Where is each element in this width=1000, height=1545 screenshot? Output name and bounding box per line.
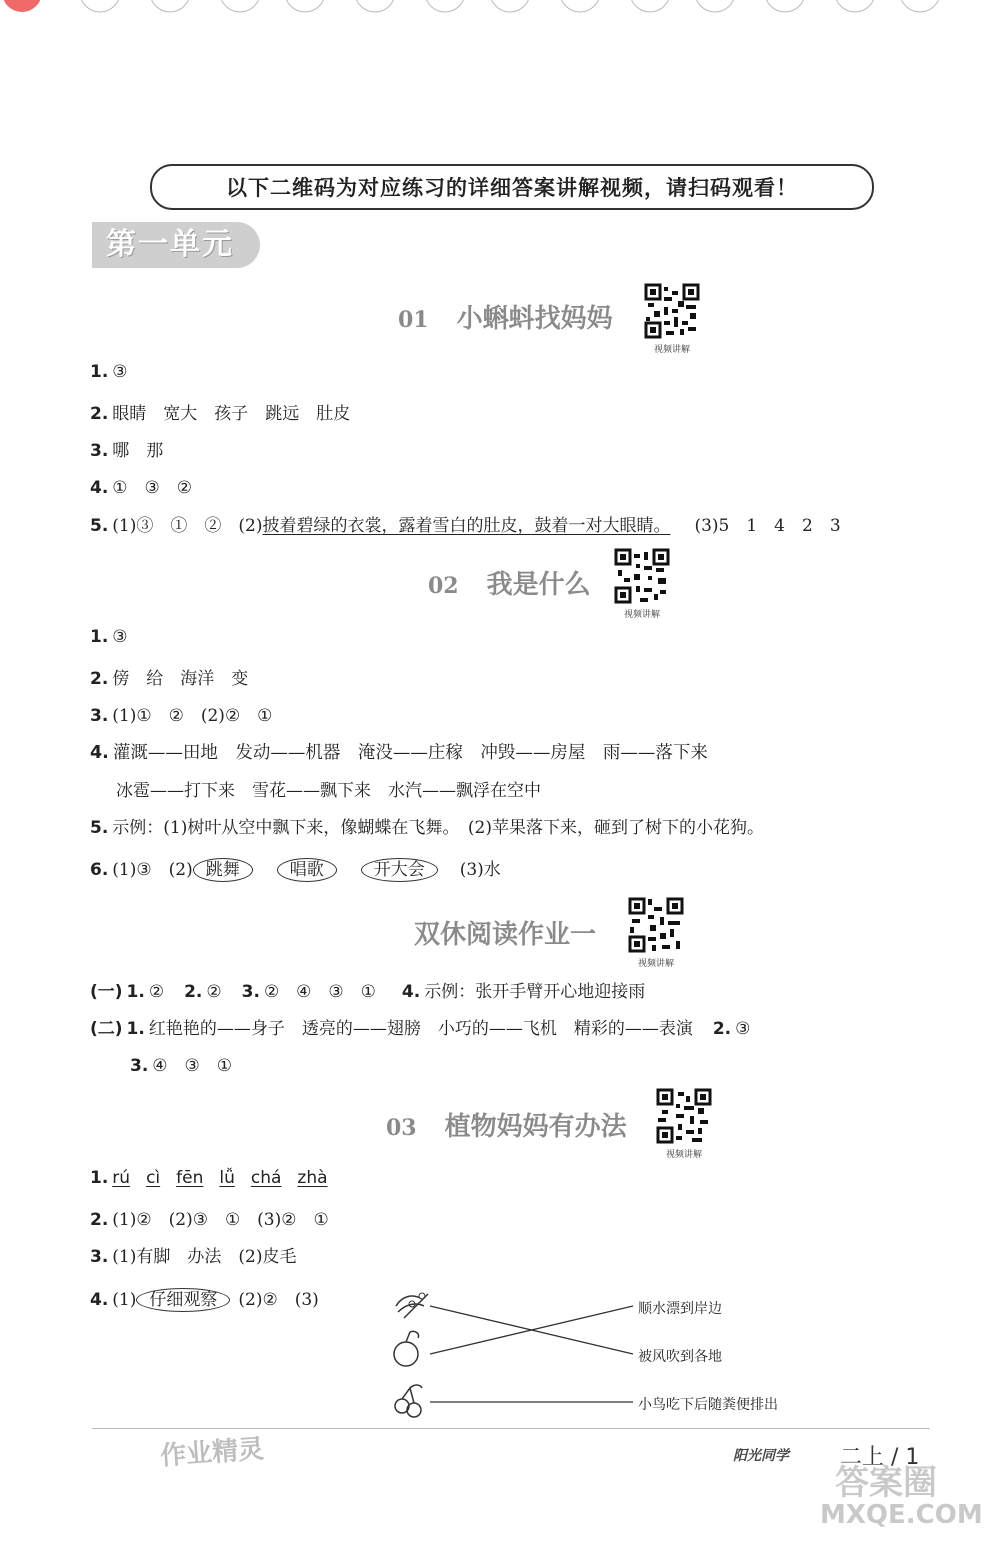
qr-code-icon[interactable]: [614, 548, 670, 604]
qr-code-icon[interactable]: [656, 1088, 712, 1144]
answer-line: 3. ④ ③ ①: [130, 1056, 233, 1076]
answer-line: 冰雹——打下来 雪花——飘下来 水汽——飘浮在空中: [116, 781, 541, 801]
answer-line: 3. (1)有脚 办法 (2)皮毛: [90, 1247, 297, 1267]
lesson-number: 02: [428, 573, 459, 599]
match-option: 顺水漂到岸边: [638, 1301, 722, 1317]
matching-diagram: [388, 1284, 638, 1424]
match-option: 小鸟吃下后随粪便排出: [638, 1397, 778, 1413]
qr-caption: 视频讲解: [665, 1150, 702, 1160]
watermark-url: MXQE.COM: [820, 1500, 983, 1530]
qr-code-icon[interactable]: [644, 283, 700, 339]
watermark-text: 作业精灵: [159, 1434, 266, 1472]
answer-line: 1. ③: [90, 627, 128, 647]
berries-icon: [395, 1385, 422, 1417]
section-heading: 双休阅读作业一: [414, 920, 597, 950]
qr-caption: 视频讲解: [623, 610, 660, 620]
fruit-icon: [394, 1331, 419, 1366]
lesson-number: 03: [386, 1115, 417, 1141]
qr-caption: 视频讲解: [653, 345, 690, 355]
qr-code-icon[interactable]: [628, 897, 684, 953]
answer-line: 4. ① ③ ②: [90, 478, 193, 498]
circled-answer: 跳舞: [193, 858, 253, 882]
qr-caption: 视频讲解: [637, 959, 674, 969]
page-number: 二上 / 1: [840, 1445, 920, 1470]
underlined-answer: 披着碧绿的衣裳，露着雪白的肚皮，鼓着一对大眼睛。: [262, 516, 671, 536]
lesson-title: 植物妈妈有办法: [444, 1112, 627, 1142]
lesson-heading: [398, 298, 613, 335]
lesson-heading: [428, 564, 591, 601]
answer-line: 2. 眼睛 宽大 孩子 跳远 肚皮: [90, 404, 351, 424]
circled-answer: 开大会: [361, 858, 438, 882]
answer-line: (一) 1. ② 2. ② 3. ② ④ ③ ① 4. 示例：张开手臂开心地迎接雨: [90, 982, 646, 1002]
answer-line: 2. (1)② (2)③ ① (3)② ①: [90, 1210, 329, 1230]
circled-answer: 仔细观察: [136, 1288, 230, 1312]
answer-line: 3. 哪 那: [90, 441, 164, 461]
lesson-title: 我是什么: [486, 570, 591, 600]
answer-line: (二) 1. 红艳艳的——身子 透亮的——翅膀 小巧的——飞机 精彩的——表演 2. ③: [90, 1019, 751, 1039]
footer-divider: [92, 1428, 930, 1429]
brand-logo: 阳光同学: [733, 1448, 789, 1464]
circled-answer: 唱歌: [277, 858, 337, 882]
lesson-number: 01: [398, 307, 429, 333]
dandelion-icon: [396, 1293, 428, 1318]
answer-line: 4. (1) 仔细观察 (2)② (3): [90, 1290, 319, 1310]
answer-line: 4. 灌溉——田地 发动——机器 淹没——庄稼 冲毁——房屋 雨——落下来: [90, 743, 708, 763]
watermark-text: 答案圈: [835, 1463, 937, 1503]
answer-line: 3. (1)① ② (2)② ①: [90, 706, 273, 726]
answer-line: 6. (1)③ (2) 跳舞 唱歌 开大会 (3)水: [90, 860, 501, 880]
answer-line: 1. ③: [90, 362, 128, 382]
top-decoration: [0, 0, 1000, 14]
answer-line: 5. (1)③ ① ② (2)披着碧绿的衣裳，露着雪白的肚皮，鼓着一对大眼睛。 (3)5 1 4 2 3: [90, 516, 841, 536]
pinyin-answer-line: 1. rú cì fēn lǚ chá zhà: [90, 1168, 328, 1188]
answer-line: 2. 傍 给 海洋 变: [90, 669, 249, 689]
lesson-heading: [386, 1106, 627, 1143]
answer-line: 5. 示例：(1)树叶从空中飘下来，像蝴蝶在飞舞。 (2)苹果落下来，砸到了树下的小花狗。: [90, 818, 764, 838]
match-option: 被风吹到各地: [638, 1349, 722, 1365]
lesson-title: 小蝌蚪找妈妈: [456, 304, 613, 334]
unit-title: 第一单元: [92, 222, 260, 268]
instruction-banner: 以下二维码为对应练习的详细答案讲解视频，请扫码观看！: [150, 164, 874, 210]
